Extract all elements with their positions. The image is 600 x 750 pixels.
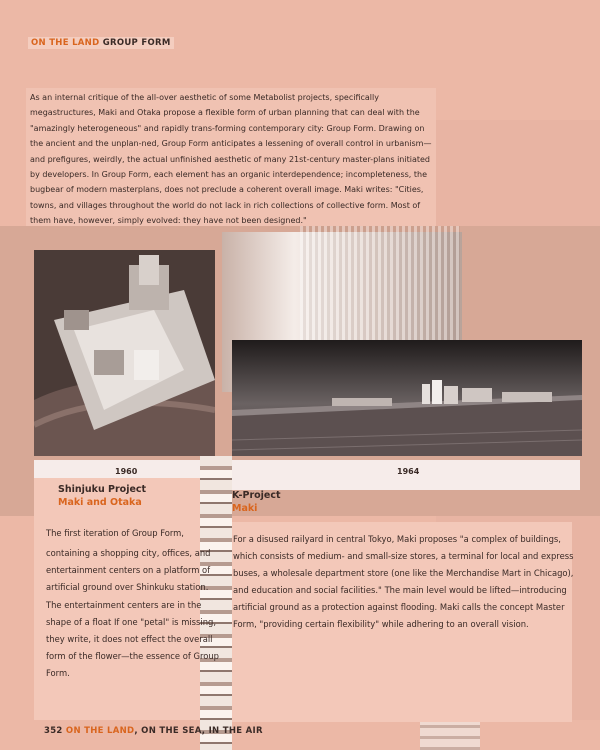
year-right: 1964	[397, 467, 420, 476]
year-left: 1960	[115, 467, 138, 476]
section-header	[28, 37, 174, 49]
section-highlight: ON THE LAND	[31, 38, 100, 48]
shinjuku-model-photo	[34, 250, 215, 456]
project-authors: Maki and Otaka	[58, 497, 142, 508]
section-title: GROUP FORM	[99, 38, 171, 48]
project-title: Shinjuku Project	[58, 484, 147, 495]
footer-section-title: , ON THE SEA, IN THE AIR	[134, 726, 263, 736]
shinjuku-lead: The first iteration of Group Form,	[46, 528, 184, 538]
project-authors: Maki	[232, 503, 258, 514]
shinjuku-title-block	[58, 483, 146, 509]
shinjuku-description: containing a shopping city, offices, and entertainment centers on a platform of artificial ground over Shinkuku station. The entertainment centers are in the shape of a float If one "petal" is missing, they write, it does not effect the overall form of the flower—the essence of Group Form.	[46, 548, 219, 679]
page-footer	[44, 726, 263, 736]
k-project-model-photo	[232, 340, 582, 456]
footer-section-highlight: ON THE LAND	[65, 726, 135, 736]
k-project-description: For a disused railyard in central Tokyo, Maki proposes "a complex of buildings, which consists of medium- and small-size stores, a terminal for local and express buses, a wholesale department store (one like the Merchandise Mart in Chicago), and education and social facilities." The main level would be lifted—introducing artificial ground as a protection against flooding. Maki calls the concept Master Form, "providing certain flexibility" while adhering to an overall vision.	[233, 534, 574, 629]
page-number: 352	[44, 726, 63, 736]
project-title: K-Project	[232, 490, 281, 501]
tower-texture	[300, 226, 460, 346]
intro-paragraph: As an internal critique of the all-over aesthetic of some Metabolist projects, specifically megastructures, Maki and Otaka propose a flexible form of urban planning that can deal with the "amazingly heterogeneous" and rapidly trans-forming contemporary city: Group Form. Drawing on the ancient and the unplan-ned, Group Form anticipates a lessening of overall control in urbanism—and prefigures, weirdly, the actual unfinished aesthetic of many 21st-century master-plans initiated by developers. In Group Form, each element has an organic interdependence; incompleteness, the bugbear of modern masterplans, does not preclude a coherent overall image. Maki writes: "Cities, towns, and villages throughout the world do not lack in rich collections of collective form. Most of them have, however, simply evolved: they have not been designed."	[26, 88, 436, 226]
shinjuku-model-illustration	[34, 250, 215, 456]
k-project-model-illustration	[232, 340, 582, 456]
k-project-title-block	[232, 489, 281, 515]
